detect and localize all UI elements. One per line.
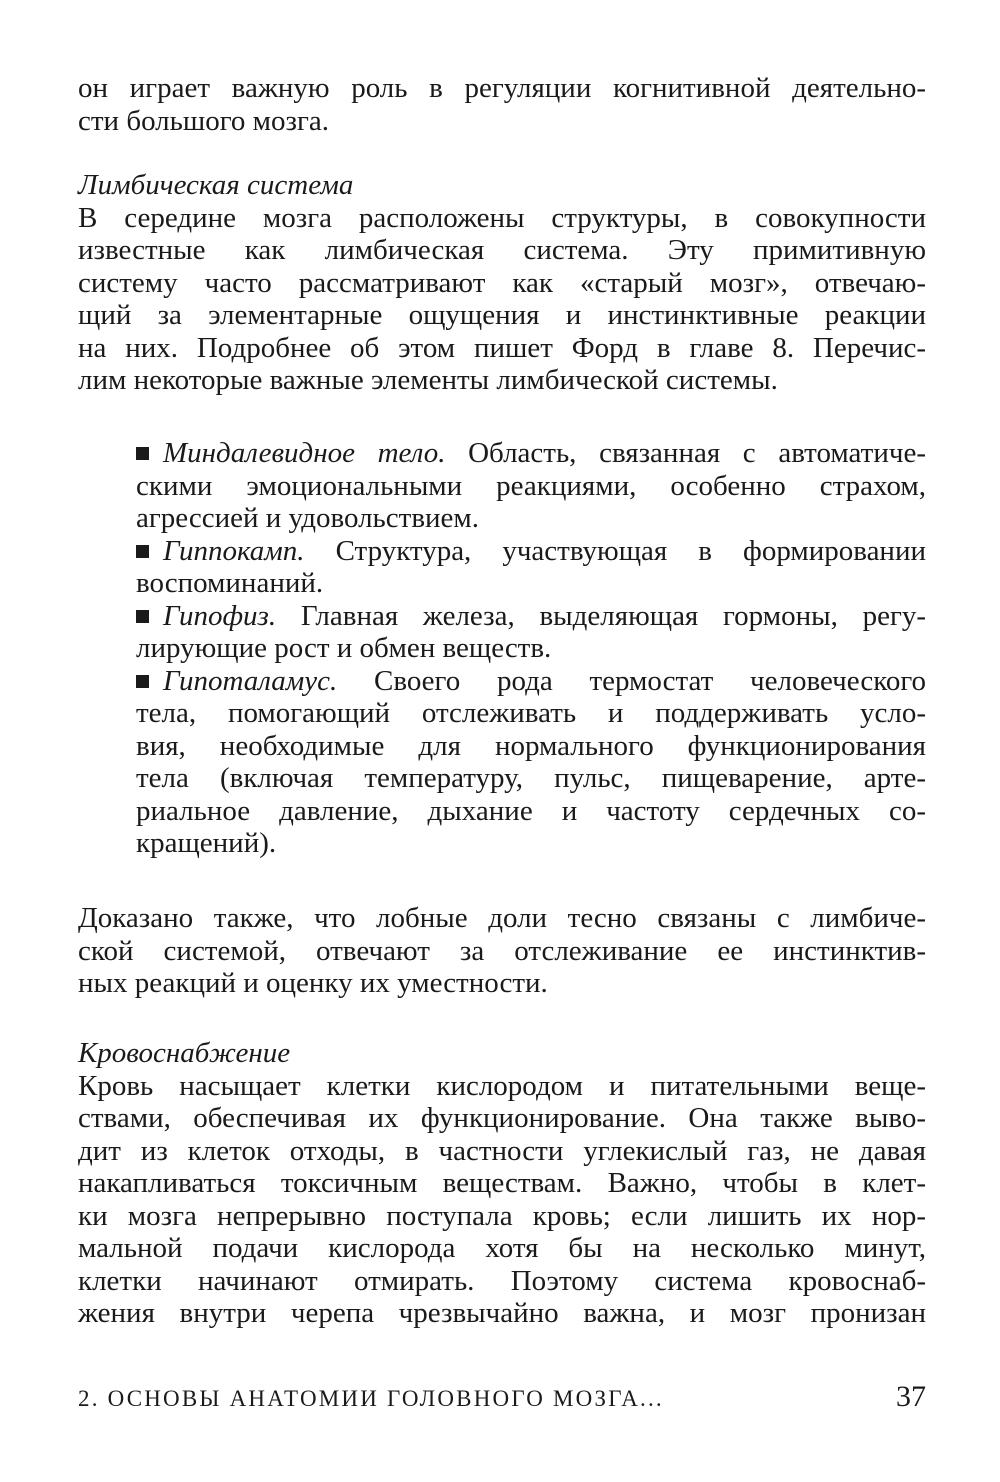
text-line: Кровь насыщает клетки кислородом и питательными веще- bbox=[78, 1069, 926, 1102]
text-line: ской системой, отвечают за отслеживание ее инстинктив- bbox=[78, 934, 926, 967]
list-item-text: Структура, участвующая в формировании bbox=[304, 534, 926, 567]
bullet-square-icon bbox=[136, 447, 149, 460]
text-line: он играет важную роль в регуляции когнитивной деятельно- bbox=[78, 72, 926, 104]
text-line: ствами, обеспечивая их функционирование. Она также выво- bbox=[78, 1102, 926, 1134]
section-heading-limbic: Лимбическая система bbox=[78, 169, 354, 201]
text-line: агрессией и удовольствием. bbox=[136, 502, 480, 534]
text-line: Доказано также, что лобные доли тесно связаны с лимбиче- bbox=[78, 902, 926, 934]
list-item-term: Миндалевидное тело. bbox=[163, 437, 446, 469]
text-line: на них. Подробнее об этом пишет Форд в главе 8. Перечис- bbox=[78, 331, 926, 364]
text-line: скими эмоциональными реакциями, особенно страхом, bbox=[136, 469, 926, 502]
text-line: дит из клеток отходы, в частности углекислый газ, не давая bbox=[78, 1134, 926, 1167]
text-line: накапливаться токсичным веществам. Важно, чтобы в клет- bbox=[78, 1167, 926, 1199]
text-line: систему часто рассматривают как «старый мозг», отвечаю- bbox=[78, 266, 926, 299]
bullet-square-icon bbox=[136, 675, 149, 688]
text-line: щий за элементарные ощущения и инстинктивные реакции bbox=[78, 299, 926, 331]
text-line: лим некоторые важные элементы лимбической системы. bbox=[78, 364, 778, 396]
section-heading-blood-supply: Кровоснабжение bbox=[78, 1037, 291, 1069]
list-item-term: Гипофиз. bbox=[163, 599, 277, 632]
bullet-square-icon bbox=[136, 545, 149, 558]
page-number: 37 bbox=[896, 1380, 926, 1413]
text-line: ки мозга непрерывно поступала кровь; если лишить их нор- bbox=[78, 1199, 926, 1232]
text-line: воспоминаний. bbox=[136, 567, 324, 599]
list-item bbox=[136, 600, 926, 665]
text-line: вия, необходимые для нормального функционирования bbox=[136, 729, 926, 762]
text-line: мальной подачи кислорода хотя бы на несколько минут, bbox=[78, 1232, 926, 1264]
limbic-structures-list bbox=[136, 437, 926, 860]
list-item-text: Область, связанная с автоматиче- bbox=[445, 437, 926, 469]
limbic-section bbox=[78, 169, 926, 397]
list-item bbox=[136, 535, 926, 600]
intro-paragraph bbox=[78, 72, 926, 137]
frontal-paragraph bbox=[78, 902, 926, 1000]
list-item-term: Гипоталамус. bbox=[163, 664, 338, 697]
list-item-text: Своего рода термостат человеческого bbox=[337, 664, 926, 697]
bullet-square-icon bbox=[136, 610, 149, 623]
list-item-text: Главная железа, выделяющая гормоны, регу- bbox=[276, 599, 926, 632]
list-item bbox=[136, 665, 926, 860]
text-line: клетки начинают отмирать. Поэтому система кровоснаб- bbox=[78, 1264, 926, 1297]
running-head: 2. ОСНОВЫ АНАТОМИИ ГОЛОВНОГО МОЗГА... bbox=[78, 1386, 664, 1411]
text-line: риальное давление, дыхание и частоту сердечных со- bbox=[136, 794, 926, 827]
list-item-term: Гиппокамп. bbox=[163, 534, 305, 567]
text-line: тела (включая температуру, пульс, пищеварение, арте- bbox=[136, 762, 926, 794]
text-line: ных реакций и оценку их уместности. bbox=[78, 967, 548, 999]
text-line: В середине мозга расположены структуры, в совокупности bbox=[78, 201, 926, 234]
text-line: кращений). bbox=[136, 827, 277, 859]
blood-supply-section bbox=[78, 1037, 926, 1330]
page-footer bbox=[78, 1380, 926, 1420]
text-line: жения внутри черепа чрезвычайно важна, и мозг пронизан bbox=[78, 1297, 926, 1329]
text-line: лирующие рост и обмен веществ. bbox=[136, 632, 552, 664]
text-line: сти большого мозга. bbox=[78, 104, 329, 137]
text-line: известные как лимбическая система. Эту примитивную bbox=[78, 234, 926, 266]
list-item bbox=[136, 437, 926, 535]
text-line: тела, помогающий отслеживать и поддерживать усло- bbox=[136, 697, 926, 729]
